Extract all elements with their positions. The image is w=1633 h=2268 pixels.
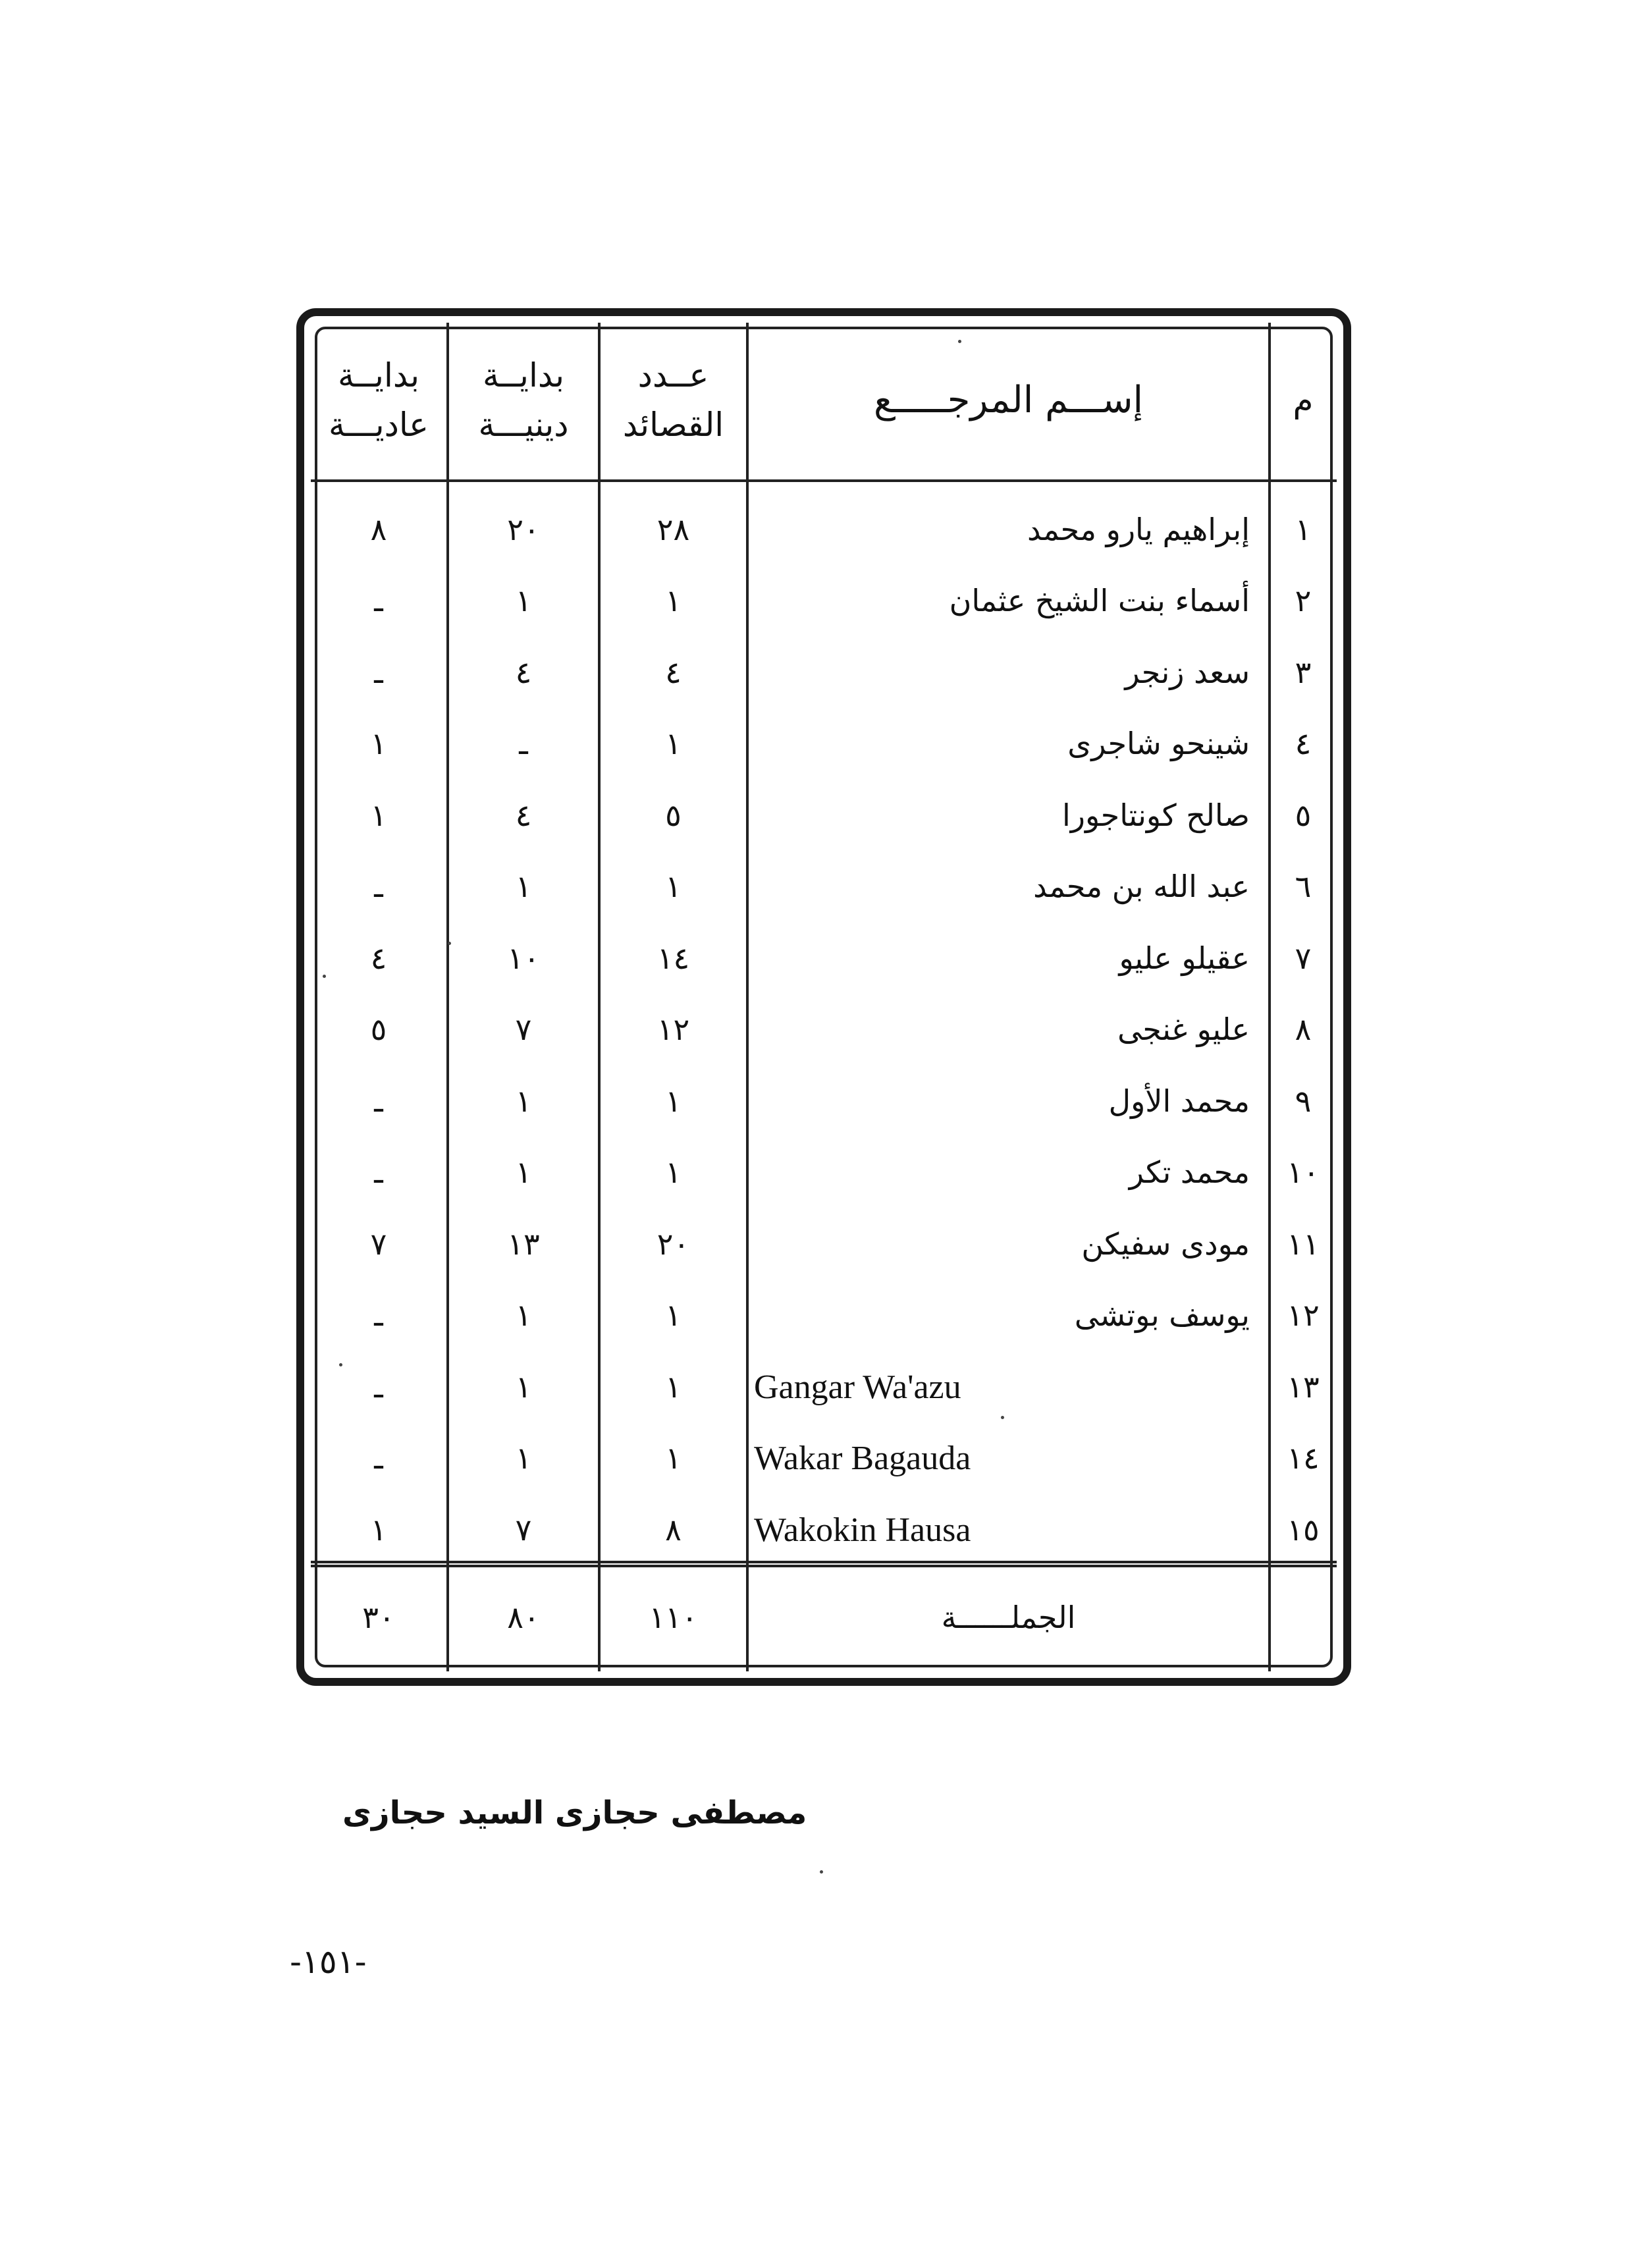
row-11-num: ١١ — [1287, 1226, 1320, 1262]
row-7-name: عقيلو عليو — [1119, 940, 1250, 976]
row-4-num: ٤ — [1295, 726, 1312, 762]
row-4-ordinary: ١ — [370, 726, 387, 762]
row-1-poems: ٢٨ — [656, 511, 690, 547]
row-3-ordinary: ـ — [374, 654, 383, 690]
header-number-line-1: م — [1293, 381, 1314, 419]
header-ordinary-opening — [309, 321, 448, 479]
header-religious-opening-line-2: دينيـــة — [478, 406, 569, 444]
header-poem-count — [599, 321, 747, 479]
row-10-num: ١٠ — [1287, 1154, 1320, 1191]
row-15-name: Wakokin Hausa — [754, 1511, 971, 1549]
row-4-religious: ـ — [519, 726, 528, 762]
row-13-ordinary: ـ — [374, 1368, 383, 1405]
row-4-name: شينحو شاجرى — [1067, 726, 1250, 762]
header-poem-count-line-2: القصائد — [622, 406, 724, 444]
speck — [448, 942, 451, 945]
row-7-poems: ١٤ — [656, 940, 690, 976]
row-9-name: محمد الأول — [1108, 1083, 1250, 1119]
row-7-religious: ١٠ — [507, 940, 540, 976]
row-8-poems: ١٢ — [656, 1012, 690, 1048]
row-3-religious: ٤ — [515, 654, 532, 690]
row-5-poems: ٥ — [665, 797, 682, 833]
row-6-name: عبد الله بن محمد — [1033, 869, 1250, 905]
row-9-num: ٩ — [1295, 1083, 1312, 1119]
row-8-ordinary: ٥ — [370, 1012, 387, 1048]
total-ordinary: ٣٠ — [362, 1599, 395, 1635]
row-6-ordinary: ـ — [374, 869, 383, 905]
row-14-num: ١٤ — [1287, 1440, 1320, 1476]
row-7-ordinary: ٤ — [370, 940, 387, 976]
row-5-ordinary: ١ — [370, 797, 387, 833]
speck — [820, 1870, 823, 1874]
row-12-poems: ١ — [665, 1297, 682, 1334]
row-10-poems: ١ — [665, 1154, 682, 1191]
row-6-num: ٦ — [1295, 869, 1312, 905]
row-5-name: صالح كونتاجورا — [1062, 797, 1250, 833]
row-14-poems: ١ — [665, 1440, 682, 1476]
row-1-ordinary: ٨ — [370, 511, 387, 547]
row-10-ordinary: ـ — [374, 1154, 383, 1191]
header-divider — [311, 479, 1337, 482]
row-4-poems: ١ — [665, 726, 682, 762]
row-3-num: ٣ — [1295, 654, 1312, 690]
row-11-ordinary: ٧ — [370, 1226, 387, 1262]
row-13-num: ١٣ — [1287, 1368, 1320, 1405]
header-religious-opening — [448, 321, 599, 479]
speck — [958, 340, 961, 343]
speck — [323, 975, 326, 978]
row-3-name: سعد زنجر — [1125, 654, 1250, 690]
row-10-religious: ١ — [515, 1154, 532, 1191]
row-9-poems: ١ — [665, 1083, 682, 1119]
row-12-religious: ١ — [515, 1297, 532, 1334]
row-10-name: محمد تكر — [1129, 1154, 1250, 1191]
row-14-religious: ١ — [515, 1440, 532, 1476]
row-6-religious: ١ — [515, 869, 532, 905]
row-14-ordinary: ـ — [374, 1440, 383, 1476]
row-5-religious: ٤ — [515, 797, 532, 833]
total-poems: ١١٠ — [649, 1599, 698, 1635]
row-11-religious: ١٣ — [507, 1226, 540, 1262]
row-15-ordinary: ١ — [370, 1511, 387, 1548]
page-number: -١٥١- — [290, 1943, 367, 1981]
row-12-ordinary: ـ — [374, 1297, 383, 1334]
header-ordinary-opening-line-2: عاديـــة — [328, 406, 429, 444]
row-14-name: Wakar Bagauda — [754, 1440, 971, 1478]
row-7-num: ٧ — [1295, 940, 1312, 976]
row-11-poems: ٢٠ — [656, 1226, 690, 1262]
row-1-num: ١ — [1295, 511, 1312, 547]
row-2-ordinary: ـ — [374, 583, 383, 619]
row-15-poems: ٨ — [665, 1511, 682, 1548]
row-2-religious: ١ — [515, 583, 532, 619]
author-name: مصطفى حجازى السيد حجازى — [342, 1795, 807, 1831]
row-8-name: عليو غنجى — [1117, 1012, 1250, 1048]
row-5-num: ٥ — [1295, 797, 1312, 833]
row-15-religious: ٧ — [515, 1511, 532, 1548]
header-ordinary-opening-line-1: بدايــة — [337, 356, 420, 394]
row-9-religious: ١ — [515, 1083, 532, 1119]
row-12-num: ١٢ — [1287, 1297, 1320, 1334]
row-12-name: يوسف بوتشى — [1074, 1297, 1250, 1334]
row-13-religious: ١ — [515, 1368, 532, 1405]
row-2-name: أسماء بنت الشيخ عثمان — [949, 583, 1250, 619]
header-reference-name-line-1: إســـم المرجـــــع — [873, 379, 1144, 421]
total-label: الجملــــــة — [941, 1599, 1076, 1635]
row-11-name: مودى سفيكن — [1081, 1226, 1250, 1262]
total-religious: ٨٠ — [507, 1599, 540, 1635]
row-1-religious: ٢٠ — [507, 511, 540, 547]
row-9-ordinary: ـ — [374, 1083, 383, 1119]
row-2-num: ٢ — [1295, 583, 1312, 619]
header-number — [1270, 321, 1337, 479]
row-15-num: ١٥ — [1287, 1511, 1320, 1548]
row-13-name: Gangar Wa'azu — [754, 1368, 961, 1406]
row-8-religious: ٧ — [515, 1012, 532, 1048]
row-1-name: إبراهيم يارو محمد — [1027, 511, 1250, 547]
row-3-poems: ٤ — [665, 654, 682, 690]
speck — [1001, 1416, 1004, 1419]
header-reference-name — [747, 321, 1270, 479]
header-religious-opening-line-1: بدايــة — [482, 356, 565, 394]
row-8-num: ٨ — [1295, 1012, 1312, 1048]
speck — [339, 1363, 342, 1366]
row-6-poems: ١ — [665, 869, 682, 905]
row-2-poems: ١ — [665, 583, 682, 619]
header-poem-count-line-1: عــدد — [637, 356, 709, 394]
row-13-poems: ١ — [665, 1368, 682, 1405]
